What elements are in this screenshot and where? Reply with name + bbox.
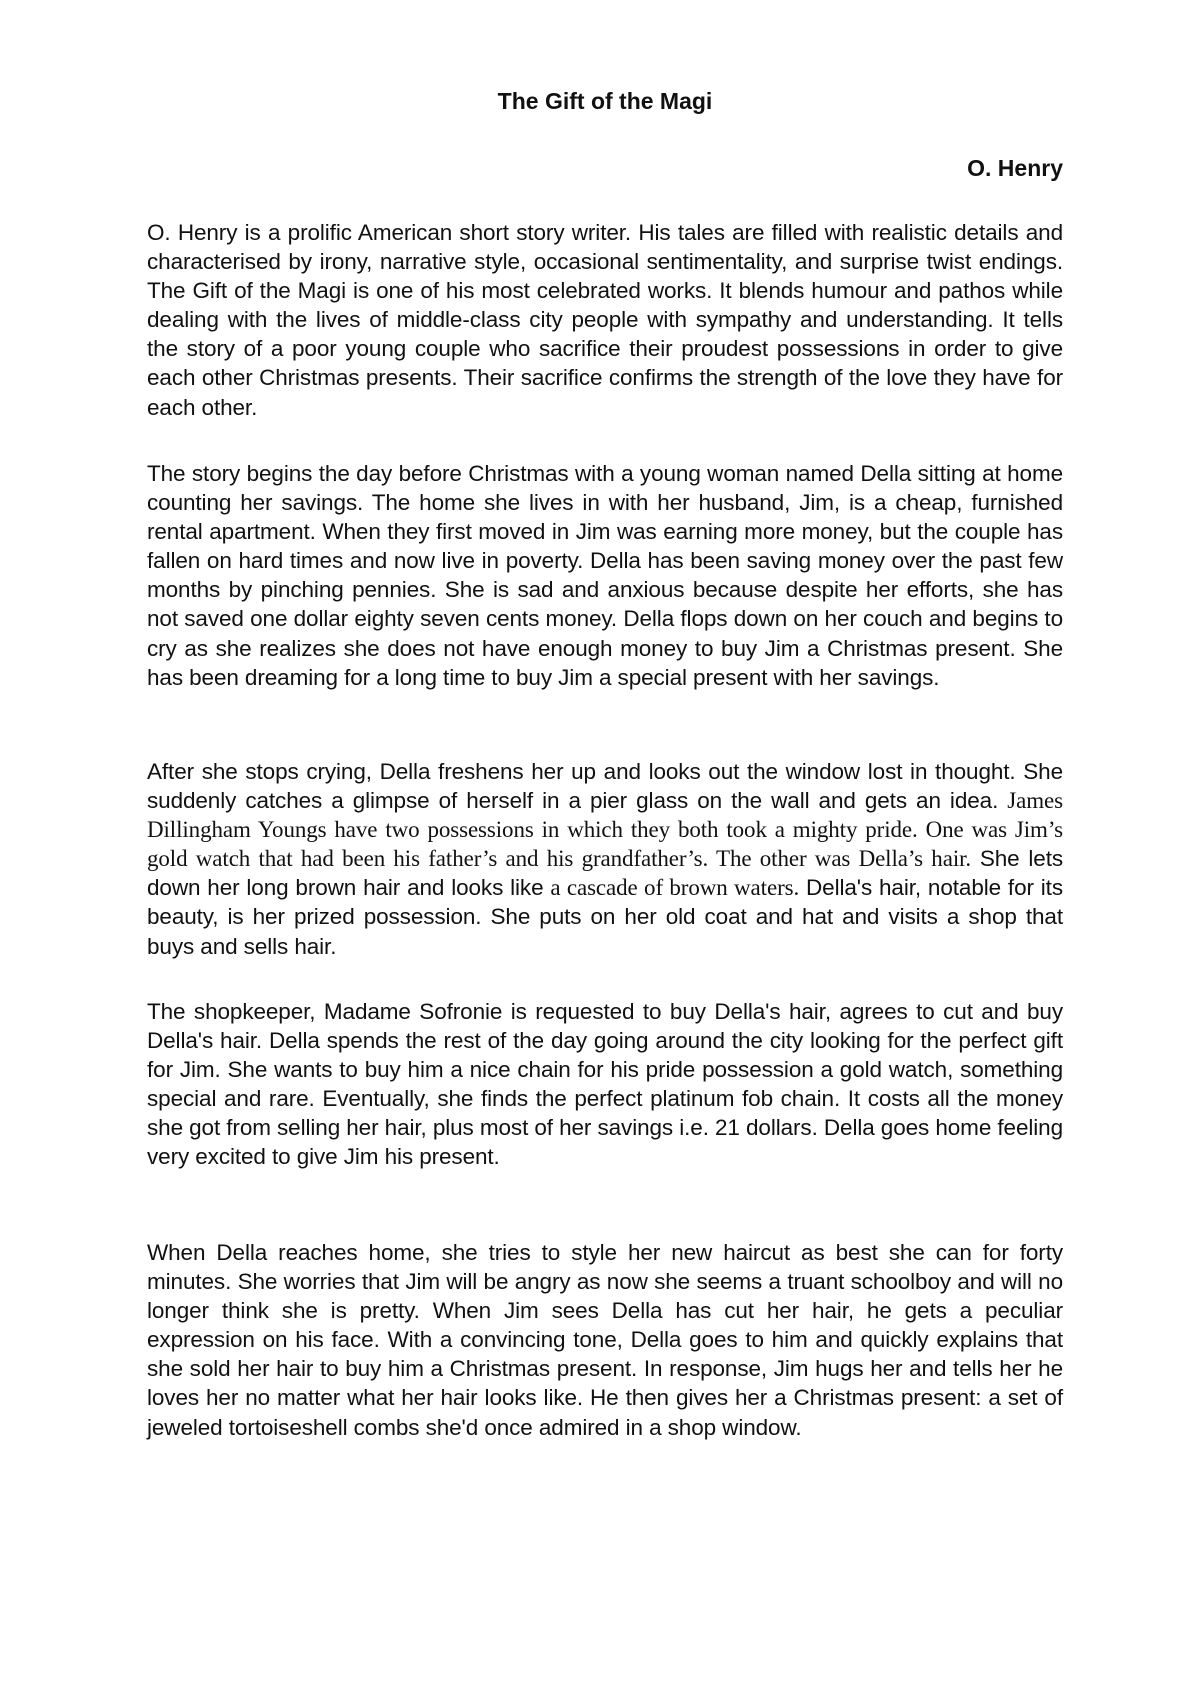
quoted-text-run: a cascade of brown waters. xyxy=(550,875,800,901)
paragraph-text-run: After she stops crying, Della freshens her up and looks out the window lost in thought. She suddenly catches a glimpse of herself in a pier glass on the wall and gets an idea. xyxy=(147,759,1063,814)
document-author: O. Henry xyxy=(967,155,1063,181)
paragraph-story-begins: The story begins the day before Christmas with a young woman named Della sitting at home counting her savings. The home she lives in with her husband, Jim, is a cheap, furnished rental apartment. When they first moved in Jim was earning more money, but the couple has fallen on hard times and now live in poverty. Della has been saving money over the past few months by pinching pennies. She is sad and anxious because despite her efforts, she has not saved one dollar eighty seven cents money. Della flops down on her couch and begins to cry as she realizes she does not have enough money to buy Jim a Christmas present. She has been dreaming for a long time to buy Jim a special present with her savings. xyxy=(147,461,1063,690)
paragraph-text-run: Della's hair, notable for its beauty, is her prized possession. She puts on her old coat and hat and visits a shop that buys and sells hair. xyxy=(147,875,1063,959)
paragraph-text-run: She lets down her long brown hair and looks like xyxy=(147,846,1064,901)
quoted-text-run: James Dillingham Youngs have two possessions in which they both took a mighty pride. One was Jim’s gold watch that had been his father’s and his grandfather’s. The other was Della’s hair. xyxy=(147,788,1063,872)
paragraph-shopkeeper: The shopkeeper, Madame Sofronie is requested to buy Della's hair, agrees to cut and buy Della's hair. Della spends the rest of the day going around the city looking for the perfect gift for Jim. She wants to buy him a nice chain for his pride possession a gold watch, something special and rare. Eventually, she finds the perfect platinum fob chain. It costs all the money she got from selling her hair, plus most of her savings i.e. 21 dollars. Della goes home feeling very excited to give Jim his present. xyxy=(147,999,1063,1170)
document-title: The Gift of the Magi xyxy=(497,88,713,114)
document-page xyxy=(147,0,1063,1694)
paragraph-della-returns: When Della reaches home, she tries to style her new haircut as best she can for forty minutes. She worries that Jim will be angry as now she seems a truant schoolboy and will no longer think she is pretty. When Jim sees Della has cut her hair, he gets a peculiar expression on his face. With a convincing tone, Della goes to him and quickly explains that she sold her hair to buy him a Christmas present. In response, Jim hugs her and tells her he loves her no matter what her hair looks like. He then gives her a Christmas present: a set of jeweled tortoiseshell combs she'd once admired in a shop window. xyxy=(147,1240,1063,1440)
paragraph-della-idea xyxy=(147,757,1063,961)
paragraph-introduction: O. Henry is a prolific American short story writer. His tales are filled with realistic details and characterised by irony, narrative style, occasional sentimentality, and surprise twist endings. The Gift of the Magi is one of his most celebrated works. It blends humour and pathos while dealing with the lives of middle-class city people with sympathy and understanding. It tells the story of a poor young couple who sacrifice their proudest possessions in order to give each other Christmas presents. Their sacrifice confirms the strength of the love they have for each other. xyxy=(147,220,1063,420)
